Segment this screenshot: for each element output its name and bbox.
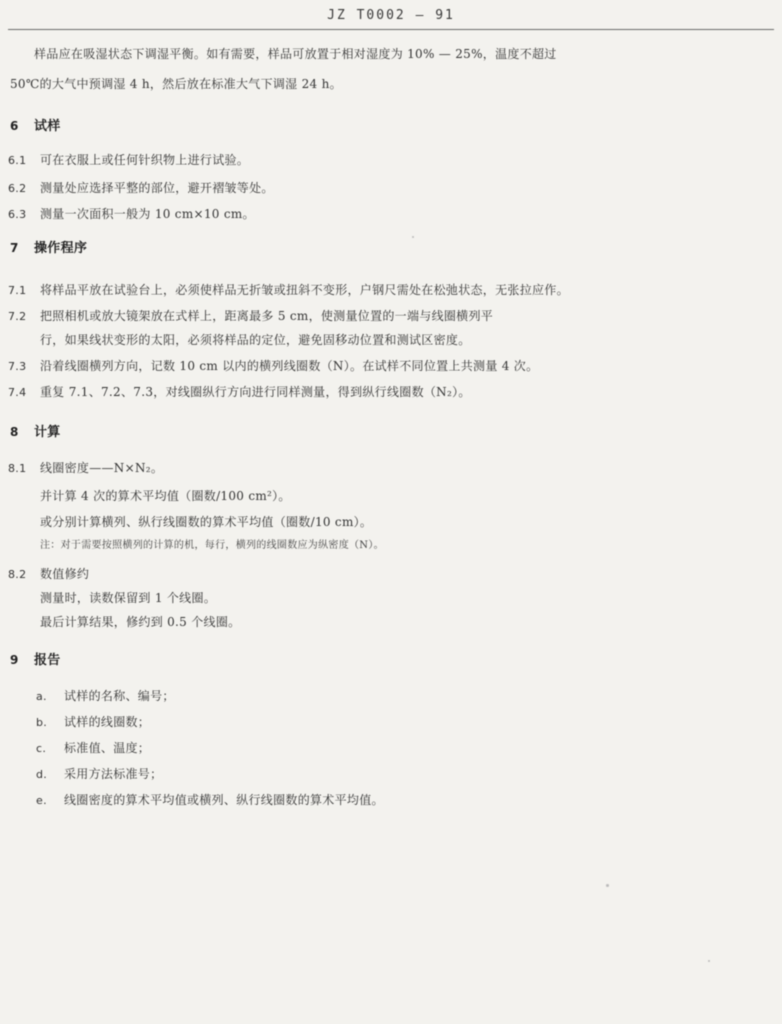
clause-7-2 (8, 308, 493, 325)
clause-text: 把照相机或放大镜架放在式样上，距离最多 5 cm，使测量位置的一端与线圈横列平 (40, 309, 494, 323)
clause-number: 6.3 (8, 208, 27, 221)
scan-speck (708, 960, 710, 962)
clause-text: 可在衣服上或任何针织物上进行试验。 (40, 153, 250, 167)
item-text: 线圈密度的算术平均值或横列、纵行线圈数的算术平均值。 (64, 793, 384, 807)
clause-text: 将样品平放在试验台上，必须使样品无折皱或扭斜不变形，户钢尺需处在松弛状态，无张拉应作。 (40, 283, 569, 297)
report-item-a (36, 688, 175, 705)
section-6-heading (10, 118, 61, 135)
clause-text: 测量处应选择平整的部位，避开褶皱等处。 (40, 181, 274, 195)
item-text: 采用方法标准号； (64, 767, 163, 781)
section-title: 计算 (34, 425, 61, 440)
section-8-heading (10, 424, 61, 441)
clause-number: 7.2 (8, 310, 27, 323)
item-letter: b. (36, 716, 48, 729)
clause-7-2-cont: 行，如果线状变形的太阳，必须将样品的定位，避免固移动位置和测试区密度。 (40, 333, 471, 347)
clause-text: 线圈密度——N×N₂。 (40, 461, 164, 475)
clause-8-1 (8, 460, 163, 477)
clause-8-2 (8, 566, 89, 583)
clause-text: 沿着线圈横列方向，记数 10 cm 以内的横列线圈数（N）。在试样不同位置上共测量 4 次。 (40, 359, 539, 373)
section-9-heading (10, 652, 61, 669)
clause-6-1 (8, 152, 249, 169)
item-letter: e. (36, 794, 47, 807)
clause-6-2 (8, 180, 274, 197)
report-item-b (36, 714, 150, 731)
section-7-heading (10, 240, 87, 257)
item-letter: c. (36, 742, 47, 755)
clause-text: 数值修约 (40, 567, 90, 581)
clause-7-4 (8, 384, 471, 401)
clause-text: 重复 7.1、7.2、7.3，对线圈纵行方向进行同样测量，得到纵行线圈数（N₂）。 (40, 385, 471, 399)
intro-line-1: 样品应在吸湿状态下调湿平衡。如有需要，样品可放置于相对湿度为 10% — 25%，温度不超过 (34, 47, 557, 61)
report-item-d (36, 766, 162, 783)
clause-number: 7.4 (8, 386, 27, 399)
clause-number: 7.3 (8, 360, 27, 373)
intro-line-2: 50℃的大气中预调湿 4 h，然后放在标准大气下调湿 24 h。 (10, 77, 342, 91)
clause-8-2-line-1: 测量时，读数保留到 1 个线圈。 (40, 591, 217, 605)
report-item-c (36, 740, 150, 757)
clause-8-1-note: 注：对于需要按照横列的计算的机，每行，横列的线圈数应为纵密度（N）。 (40, 540, 384, 551)
page-header: JZ T0002 — 91 (327, 8, 455, 23)
section-number: 8 (10, 425, 19, 439)
item-letter: a. (36, 690, 47, 703)
clause-8-1-line-1: 并计算 4 次的算术平均值（圈数/100 cm²）。 (40, 489, 291, 503)
clause-text: 测量一次面积一般为 10 cm×10 cm。 (40, 207, 255, 221)
scan-speck (606, 884, 609, 887)
section-title: 操作程序 (34, 241, 88, 256)
section-title: 试样 (34, 119, 61, 134)
clause-7-3 (8, 358, 538, 375)
item-letter: d. (36, 768, 48, 781)
item-text: 标准值、温度； (64, 741, 151, 755)
clause-8-1-line-2: 或分别计算横列、纵行线圈数的算术平均值（圈数/10 cm）。 (40, 515, 373, 529)
clause-number: 6.1 (8, 154, 27, 167)
clause-number: 7.1 (8, 284, 27, 297)
section-title: 报告 (34, 653, 61, 668)
section-number: 9 (10, 653, 19, 667)
clause-number: 6.2 (8, 182, 27, 195)
report-item-e (36, 792, 384, 809)
item-text: 试样的名称、编号； (64, 689, 175, 703)
scan-speck (412, 236, 414, 238)
clause-8-2-line-2: 最后计算结果，修约到 0.5 个线圈。 (40, 615, 241, 629)
header-rule (8, 29, 774, 30)
section-number: 7 (10, 241, 19, 255)
section-number: 6 (10, 119, 19, 133)
item-text: 试样的线圈数； (64, 715, 151, 729)
clause-number: 8.1 (8, 462, 27, 475)
clause-6-3 (8, 206, 255, 223)
clause-number: 8.2 (8, 568, 27, 581)
clause-7-1 (8, 282, 569, 299)
